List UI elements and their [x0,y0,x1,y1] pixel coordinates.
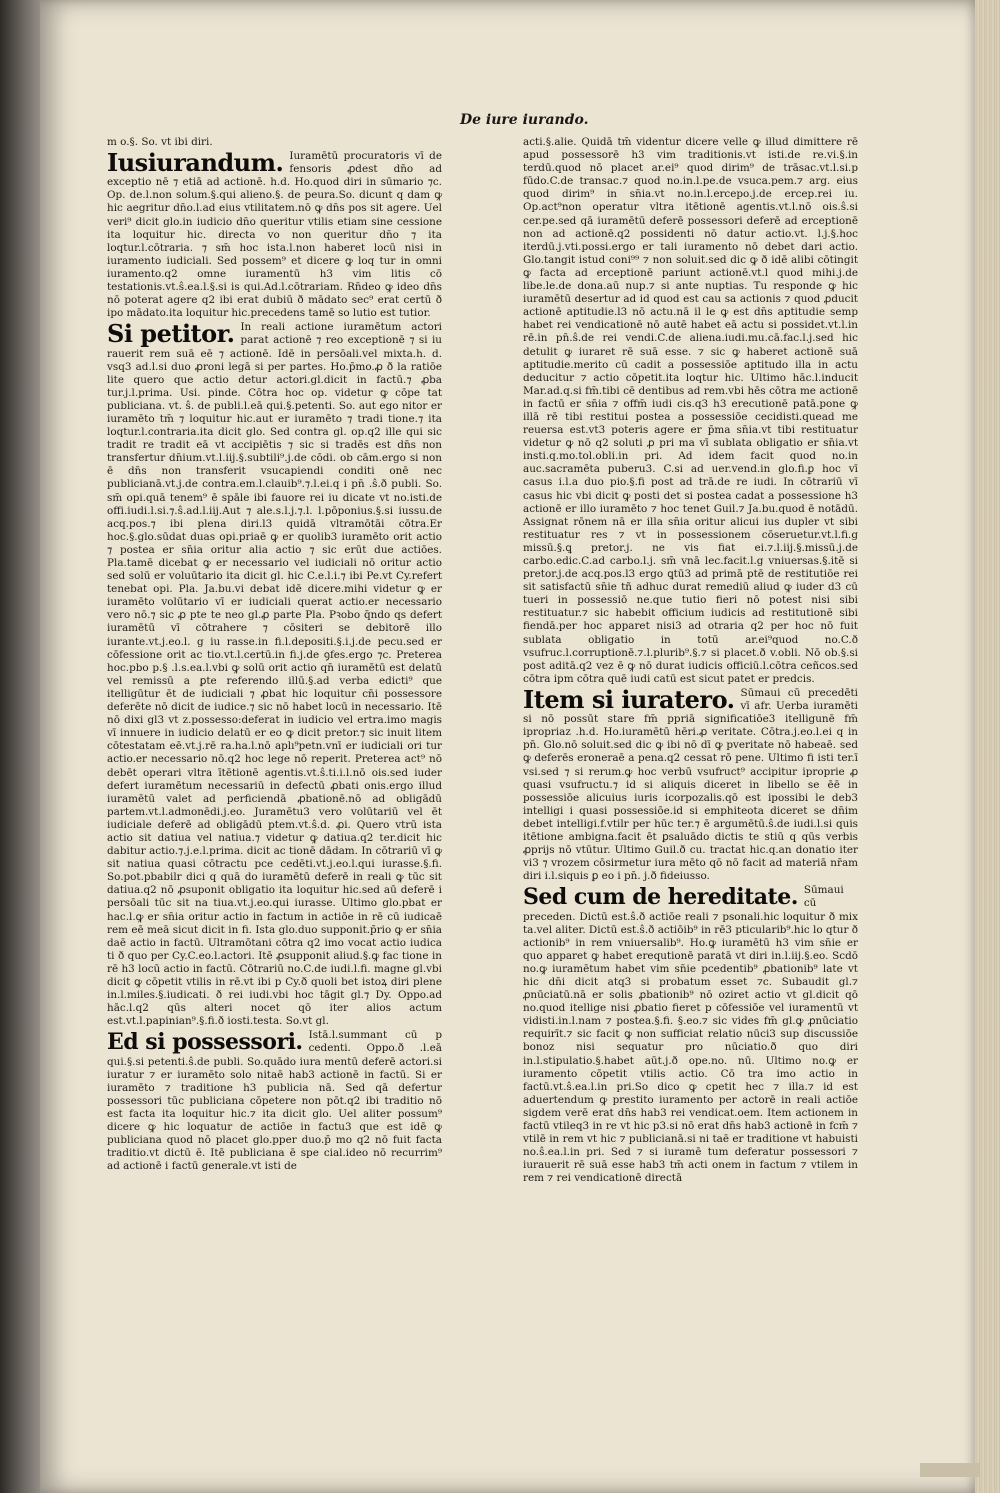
section-heading: Sed cum de hereditate. [523,884,798,911]
paragraph-item-si-iuratero [523,684,858,883]
left-column-opening: m o.§. So. vt ibi diri. [107,136,213,148]
paragraph-text: Iuramētū procuratoris vī de fensoris ꝓdest dn̄o ad exceptio nē ⁊ etiā ad actionē. h.d. Ho.quod diri in sūmario ⁊c. Op. de.l.non solum.§.qui alieno.§. de peura.So. dicunt q dam ꝙ hic aegritur dn̄o.l.ad eius vtilitatem.nō ꝙ dn̄s pos sit agere. Uel veri⁹ dicit glo.in iudicio dn̄o queritur vtilis etiam sine cessione ita loquitur hic. directa vo non queritur dn̄o ⁊ ita loqtur.l.cōtraria. ⁊ sm̄ hoc ista.l.non haberet locū nisi in iuramento iudiciali. Sed possem⁹ et dicere ꝙ loq tur in omni iuramento.q2 omne iuramentū h3 vim litis cō testationis.vt.ŝ.ea.l.§.si is qui.Ad.l.cōtrariam. Rn̄deo ꝙ ideo dn̄s nō poterat agere q2 ibi erat dubiū ð mādato sec⁹ erat certū ð ipo mādato.ita loquitur hic.precedens tamē so lutio est tutior. [107,150,442,320]
section-heading: Ed si possessori. [107,1029,303,1056]
left-column [107,136,442,1174]
right-column-opening: acti.§.alie. Quidā tm̄ videntur dicere velle ꝙ illud dimittere rē apud possessorē h3 vim traditionis.vt isti.de re.vi.§.in terdū.quod nō placet ar.ei⁹ quod dirim⁹ de trāsac.vt.l.si.p fūdo.C.de transac.⁊ quod no.in.l.pe.de vsuca.pem.⁊ arg. eius quod dirim⁹ in sn̄ia.vt no.in.l.ercepo.j.de ercep.rei iu. Op.act⁹non operatur vltra itētionē agentis.vt.l.nō ois.ŝ.si cer.pe.sed qā iuramētū deferē possessori deferē ad erceptionē non ad actionē.q2 possidenti nō datur actio.vt. l.j.§.hoc iterdū.j.vti.possi.ergo er tali iuramento nō debet dari actio. Glo.tangit istud coni⁹⁹ ⁊ non soluit.sed dic ꝙ ð idē alibi cōtingit ꝙ facta ad erceptionē pariunt actionē.vt.l quod mihi.j.de libe.le.de dona.aū nup.⁊ si ante nuptias. Tu responde ꝙ hic iuramētū desertur ad id quod est cau sa actionis ⁊ quod ꝓducit actionē aptitudie.l3 nō actu.nā il le ꝙ est dn̄s aptitudie semp habet rei vendicationē nō autē habet eā actu si possidet.vt.l.in rē.in pn̄.ŝ.de rei vendi.C.de aliena.iudi.mu.cā.fac.l.j.sed hic detulit ꝙ iuraret rē suā esse. ⁊ sic ꝙ haberet actionē suā aptitudie.merito cū cadit a possessiōe aptitudo illa in actu deducitur ⁊ actio cōpetit.ita loqtur hic. Ultimo hāc.l.inducit Mar.ad.q.si fm̄.tibi cē dentibus ad rem.vbi hēs cōtra me actionē in factū er sn̄ia ⁊ offm̄ iudi cis.q3 h3 erecutionē patā.pone ꝙ illā rē tibi restitui postea a possessiōe cecidisti.quead me reuersa est.vt3 poteris agere er p̄ma sn̄ia.vt tibi restituatur videtur ꝙ nō q2 soluti ꝓ pri ma vī sublata obligatio er sn̄ia.vt insti.q.mo.tol.obli.in pri. Ad idem facit quod no.in auc.sacramēta puberu3. C.si ad uer.vend.in glo.fi.ꝑ hoc vī casus i.l.a duo pio.§.fi post ad trā.de re iudi. In cōtrariū vī casus hic vbi dicit ꝙ posti det si postea cadat a possessione h3 actionē er illo iuramēto ⁊ hoc tenet Guil.⁊ Ja.bu.quod ē notādū. Assignat rōnem nā er illa sn̄ia oritur alicui ius dupler vt sibi restituatur res ⁊ vt in possessionem cōseruetur.vt.l.fi.g missū.§.ꝗ pretor.j. ne vis fiat ei.⁊.l.iij.§.missū.j.de carbo.edic.C.ad carbo.l.j. sm̄ vnā lec.facit.l.g vniuersas.§.itē si pretor.j.de acq.pos.l3 ergo ꝗtū3 ad primā ptē de restitutiōe rei sit satisfactū sn̄ie tñ adhuc durat remediū aliud ꝙ iuder d3 cū tueri in possessiō ne.que tutio fieri nō potest nisi sibi restituatur.⁊ sic habebit officium iudicis ad restitutionē sibi fiendā.per hoc apparet nisi3 ad otraria q2 per hoc nō fuit sublata obligatio in totū ar.ei⁹quod no.C.ð vsufruc.l.corruptionē.⁊.l.plurib⁹.§.⁊ si placet.ð v.obli. Nō ob.§.si post aditā.q2 vez ē ꝙ nō durat iudicis officiū.l.cōtra ceñcos.sed cōtra ipm cōtra quē iudi catū est sicut patet er predcis. [523,136,858,685]
section-heading: Si petitor. [107,319,235,349]
page-edges [975,0,1000,1493]
paragraph-si-petitor [107,321,442,1028]
right-column [523,136,858,1187]
paragraph-text: Sūmaui cū preceden. Dictū est.ŝ.ð actiōe reali ⁊ psonali.hic loquitur ð mix ta.vel aliter. Dictū est.ŝ.ð actiōib⁹ in rē3 pticularib⁹.hic lo qtur ð actionib⁹ in rem vniuersalib⁹. Ho.ꝙ iuramētū h3 vim sn̄ie er quo apparet ꝙ habet erequtionē paratā vt diri in.l.iij.§.eo. Scdō no.ꝙ iuramētum habet vim sn̄ie pcedentib⁹ ꝓbationib⁹ late vt hic dn̄i dicit atq3 si probatum esset ⁊c. Subaudit gl.⁊ ꝓnūciatū.nā er solis ꝓbationib⁹ nō oziret actio vt gl.dicit qō no.quod itellige nisi ꝓbatio fieret p cōfessiōe vel iuramentū vt vidisti.in.l.nam ⁊ postea.§.fi. §.eo.⁊ sic vides fm̄ gl.ꝙ ꝓnūciatio requirīt.⁊ sic facit ꝙ non sufficiat relatio nūci3 sup discussiōe bonoz nisi sequatur pro nūciatio.ð quo diri in.l.stipulatio.§.habet aūt.j.ð ope.no. nū. Ultimo no.ꝙ er iuramento cōpetit vtilis actio. Cō tra imo actio in factū.vt.ŝ.ea.l.in pri.So dico ꝙ cpetit hec ⁊ illa.⁊ id est aduertendum ꝙ prestito iuramento per actorē in reali actiōe sigdem verē erat dn̄s hab3 rei vendicat.oem. Item actionem in factū vtileq3 in re vt hic p3.si nō erat dn̄s hab3 actionē in fcm̄ ⁊ vtilē in rem vt hic ⁊ publicianā.si ni taē er traditione vt habuisti no.ŝ.ea.l.in pri. Sed ⁊ si iuramē tum deferatur possessori ⁊ iurauerit rē suā esse hab3 tm̄ acti onem in factum ⁊ vtilem in rem ⁊ rei vendicationē directā [523,884,858,1185]
paragraph-sed-si-possessori [107,1029,442,1173]
paragraph-iusiurandum [107,150,442,320]
section-heading: Item si iuratero. [523,684,735,714]
library-stamp [920,1463,980,1477]
paragraph-sed-cum-de-hereditate [523,884,858,1185]
paragraph-text: Istā.l.summant cū p cedenti. Oppo.ð .l.eā qui.§.si petenti.ŝ.de publi. So.quādo iura mentū deferē actori.si iuratur ⁊ er iuramēto solo nitaē hab3 actionē in factū. Si er iuramēto ⁊ traditione h3 publicia nā. Sed qā defertur possessori tūc publiciana cōpetere non pōt.q2 ibi traditio nō est facta ita loquitur hic.⁊ ita dicit glo. Uel aliter possum⁹ dicere ꝙ hic loquatur de actiōe in factu3 que est idē ꝙ publiciana quod nō placet glo.pper duo.p̄ mo q2 nō fuit facta traditio.vt dictū ē. Itē publiciana ē spe cial.ideo nō recurrim⁹ ad actionē i factū generale.vt isti de [107,1029,442,1173]
running-head: De iure iurando. [460,112,589,128]
paragraph-text: In reali actione iuramētum actori parat actionē ⁊ reo exceptionē ⁊ si iu rauerit rem suā eē ⁊ actionē. Idē in persōali.vel mixta.h. d. vsq3 ad.l.si duo ꝓroni legā si per partes. Ho.p̄mo.ꝓ ð la ratiōe lite quero que actio detur actori.gl.dicit in factū.⁊ ꝓba tur.j.l.prima. Usi. pinde. Cōtra hoc op. videtur ꝙ cōpe tat publiciana. vt. ŝ. de publi.l.eā qui.§.petenti. So. aut ego nitor er iuramēto tm̄ ⁊ loquitur hic.aut er iuramēto ⁊ tradi tione.⁊ ita loqtur.l.contraria.ita dicit glo. Sed contra gl. op.q2 ille qui sic tradit re tradit eā vt accipiētis ⁊ sic si tradēs est dn̄s non transfertur dn̄ium.vt.l.iij.§.subtili⁹.j.de cōdi. ob cām.ergo si non ē dn̄s non transferit vsucapiendi conditi onē nec publicianā.vt.j.de contra.em.l.clauib⁹.⁊.l.ei.q i pn̄ .ŝ.ð publi. So. sm̄ opi.quā tenem⁹ ē spāle ibi fauore rei iu dicate vt no.isti.de offi.iudi.l.si.⁊.ŝ.ad.l.iij.Aut ⁊ ale.s.l.j.⁊.l. l.pōponius.§.si iussu.de acq.pos.⁊ ibi plena diri.l3 quidā vltramōtāi cōtra.Er hoc.§.glo.sūdat duas opi.priaē ꝙ er quolib3 iuramēto orit actio ⁊ postea er sn̄ia oritur alia actio ⁊ sic erūt due actiōes. Pla.tamē dicebat ꝙ er necessario vel iudiciali nō oritur actio sed solū er voluūtario ita dicit gl. hic C.e.l.i.⁊ ibi Pe.vt Cy.refert tenebat opi. Pla. Ja.bu.vi debat idē dicere.mihi videtur ꝙ er iuramēto volūtario vī er iudiciali querat actio.er necessario vero nō.⁊ sic ꝓ pte te neo gl.ꝓ parte Pla. Pꝛobo q̄ndo qs defert iuramētū vī cōtrahere ⁊ cōsiteri se debitorē illo iurante.vt.j.eo.l. g iu rasse.in fi.l.depositi.§.i.j.de pecu.sed er cōfessione orit ac tio.vt.l.certū.in fi.j.de ꝯfes.ergo ⁊c. Preterea hoc.pbo p.§ .l.s.ea.l.vbi ꝙ solū orit actio qn̄ iuramētū est delatū vel remissū a ꝑte referendo illū.§.ad verba edicti⁹ que itelligūtur ēt de iudiciali ⁊ ꝓbat hic loquitur cn̄i possessore deferēte nō dicit de iudice.⁊ sic nō habet locū in necessario. Itē nō dixi gl3 vt z.possesso:deferat in iudicio vel ertra.imo magis vī innuere in iudicio delatū er eo ꝙ dicit pretor.⁊ sic inuit litem cōtestatam eē.vt.j.rē ra.ha.l.nō aplı⁹petn.vnī er iudiciali ori tur actio.er necessario nō.q2 hoc lege nō reperit. Preterea act⁹ nō debēt operari vltra ītētionē agentis.vt.ŝ.ti.i.l.nō ois.sed iuder defert iuramētum necessariū in defectū ꝓbati onis.ergo illud iuramētū valet ad perficiendā ꝓbationē.nō ad obligādū partem.vt.l.admonēdi.j.eo. Juramētu3 vero volūtariū vel ēt iudiciale deferē ad obligādū ptem.vt.ŝ.d. ꝓi. Quero vtrū ista actio sit datiua vel natiua.⁊ videtur ꝙ datiua.q2 ter.dicit hic dabitur actio.⁊.j.e.l.prima. dicit ac tionē dādam. In cōtrariū vī ꝙ sit natiua quasi cōtractu pce cedēti.vt.j.eo.l.qui iurasse.§.fi. So.pot.pbabilr dici q quā do iuramētū deferē in reali ꝙ tūc sit datiua.q2 nō ꝓsuponit obligatio ita loquitur hic.sed aū deferē i persōali tūc sit na tiua.vt.j.eo.qui iurasse. Ultimo glo.pbat er hac.l.ꝙ er sn̄ia oritur actio in factum in actiōe in rē cū iudicaē rem eē meā sicut dicit in fi. Ista glo.duo supponit.p̄rio ꝙ er sn̄ia daē actio in factū. Ultramōtani cōtra q2 imo vocat actio iudica ti ð quo per Cy.C.eo.l.actori. Itē ꝓsupponit aliud.§.ꝙ fac tione in rē h3 locū actio in factū. Cōtrariū no.C.de iudi.l.fi. magne gl.vbi dicit ꝙ cōpetit vtilis in rē.vt ibi p Cy.ð quoli bet istoꝝ diri plene in.l.miles.§.iudicati. ð rei iudi.vbi hoc tāgit gl.⁊ Dy. Oppo.ad hāc.l.q2 qūs alteri nocet qō iter alios actum est.vt.l.papinian⁹.§.fi.ð iosti.testa. So.vt gl. [107,321,442,1028]
section-heading: Iusiurandum. [107,148,284,178]
paragraph-text: Sūmaui cū precedēti vī afr. Uerba iuramēti si nō possūt stare fm̄ ppriā significatiōe3 itelligunē fm̄ ipropriaz .h.d. Ho.iuramētū hēri.ꝓ veritate. Cōtra.j.eo.l.ei q in pn̄. Glo.nō soluit.sed dic ꝙ ibi nō dī ꝙ pveritate nō habeaē. sed ꝙ deferēs eroneraē a pena.q2 cessat rō pene. Ultimo fi isti ter.ī vsi.sed ⁊ si rerum.ꝙ hoc verbū vsufruct⁹ accipitur iproprie ꝓ quasi vsufructu.⁊ id si aliquis diceret in libello se ēē in possessiōe alicuius iuris icorpozalis.qō est ipossibi le deb3 intelligi i quasi possessiōe.id si emphiteota diceret se dn̄im debet intelligi.f.vtilr per hūc ter.⁊ ē argumētū.ŝ.de iudi.l.si quis itētione ambigna.facit ēt ꝑsaluādo dictis te stiū q qūs verbis ꝓprijs nō vtūtur. Ultimo Guil.ð cu. tractat hic.q.an donatio iter vi3 ⁊ vrozem cōsirmetur iura mēto qō nō facit ad materiā nr̄am diri i.l.siquis ꝑ eo i pn̄. j.ð fideiusso. [523,686,858,883]
